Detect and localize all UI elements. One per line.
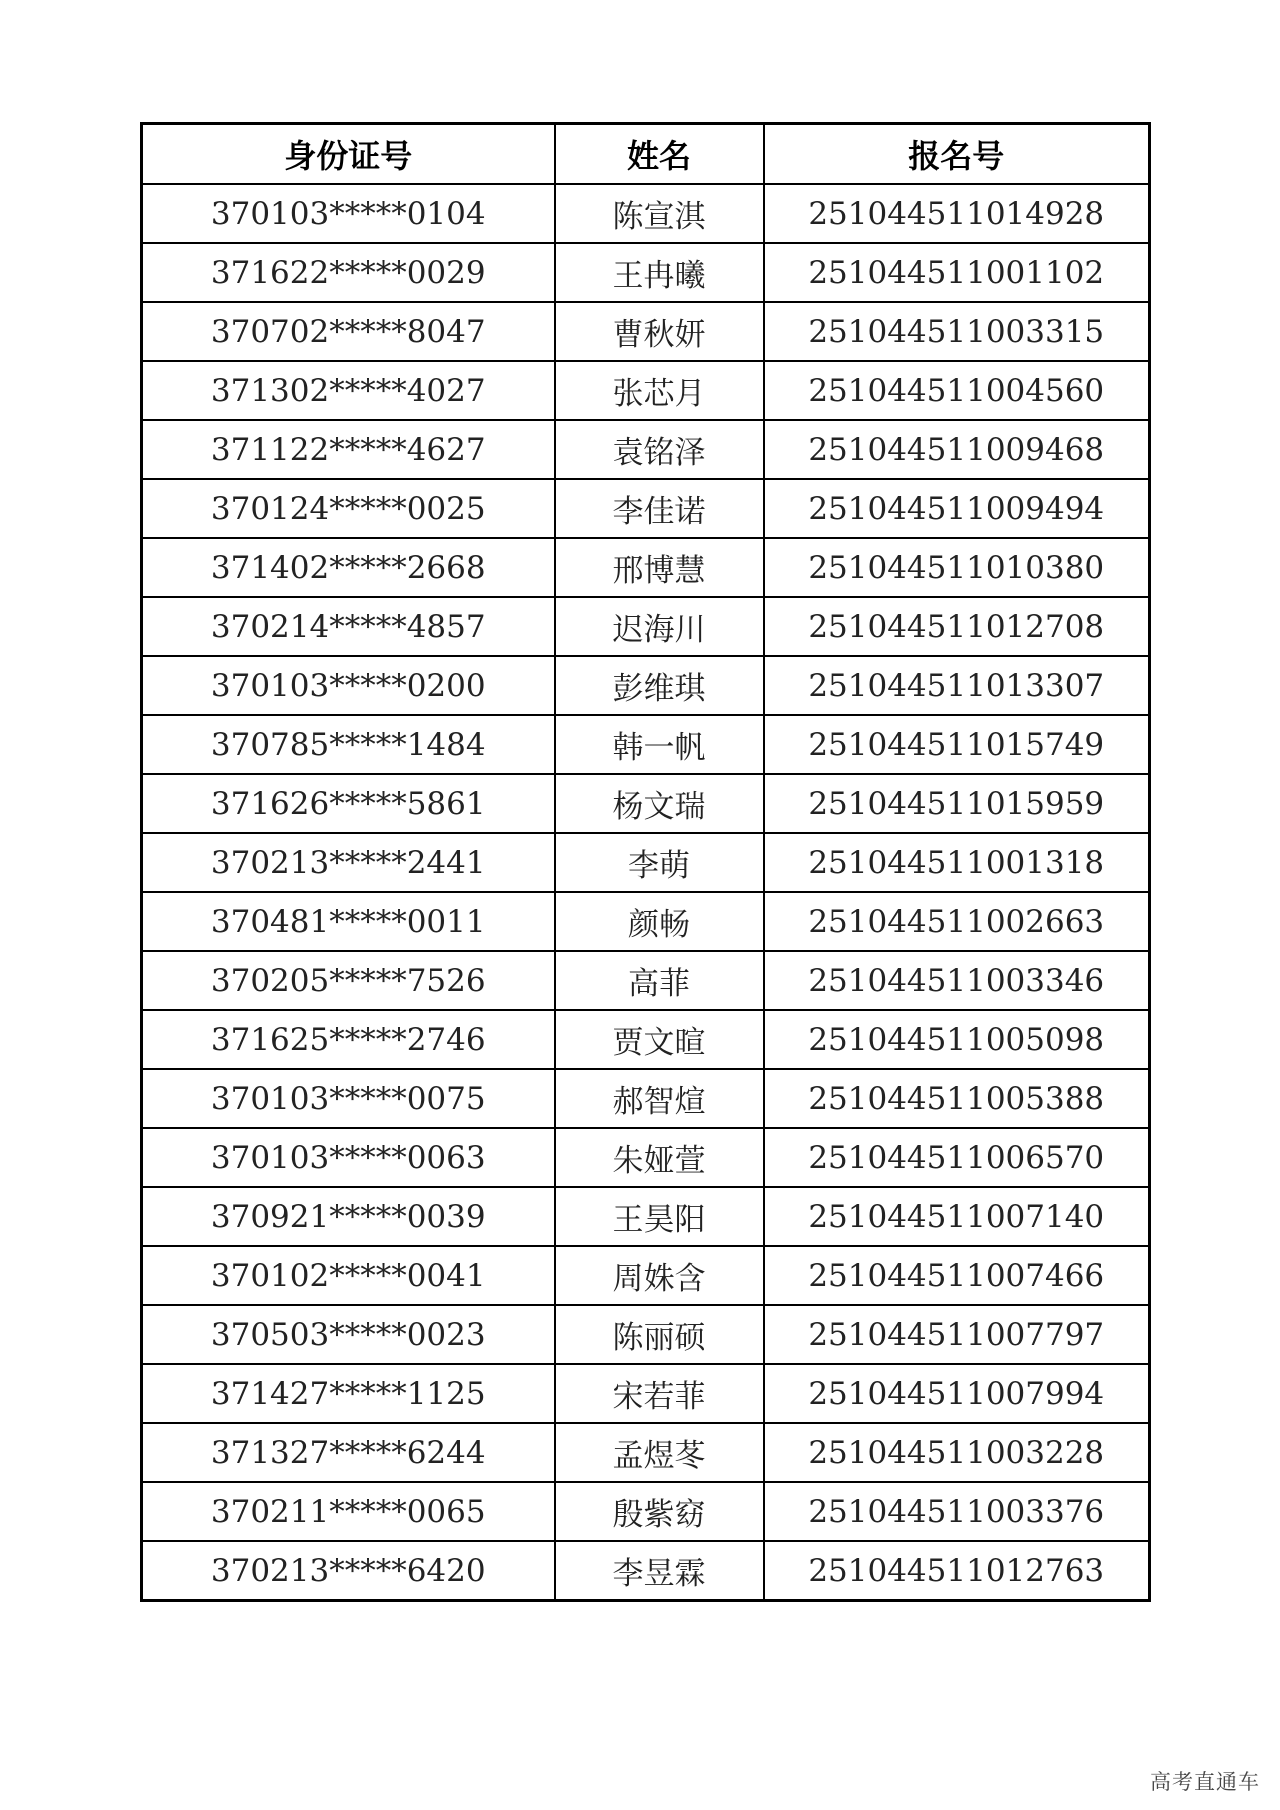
- registration-number-cell: 251044511007797: [764, 1305, 1150, 1364]
- registration-number-cell: 251044511001318: [764, 833, 1150, 892]
- table-row: [142, 951, 1150, 1010]
- name-cell: 张芯月: [555, 361, 764, 420]
- registration-number-cell: 251044511001102: [764, 243, 1150, 302]
- header-id-number: 身份证号: [142, 124, 555, 185]
- id-number-cell: 371427*****1125: [142, 1364, 555, 1423]
- name-cell: 宋若菲: [555, 1364, 764, 1423]
- table-row: [142, 1305, 1150, 1364]
- roster-table: [140, 122, 1151, 1602]
- id-number-cell: 370103*****0063: [142, 1128, 555, 1187]
- registration-number-cell: 251044511012708: [764, 597, 1150, 656]
- table-row: [142, 479, 1150, 538]
- id-number-cell: 370213*****2441: [142, 833, 555, 892]
- name-cell: 李昱霖: [555, 1541, 764, 1601]
- registration-number-cell: 251044511010380: [764, 538, 1150, 597]
- table-body: [142, 184, 1150, 1601]
- id-number-cell: 370102*****0041: [142, 1246, 555, 1305]
- id-number-cell: 371622*****0029: [142, 243, 555, 302]
- name-cell: 李佳诺: [555, 479, 764, 538]
- name-cell: 曹秋妍: [555, 302, 764, 361]
- registration-number-cell: 251044511006570: [764, 1128, 1150, 1187]
- table-row: [142, 1246, 1150, 1305]
- table-row: [142, 538, 1150, 597]
- header-name: 姓名: [555, 124, 764, 185]
- registration-number-cell: 251044511014928: [764, 184, 1150, 243]
- table-row: [142, 420, 1150, 479]
- name-cell: 朱娅萱: [555, 1128, 764, 1187]
- registration-number-cell: 251044511003228: [764, 1423, 1150, 1482]
- table-row: [142, 184, 1150, 243]
- registration-number-cell: 251044511015749: [764, 715, 1150, 774]
- id-number-cell: 371327*****6244: [142, 1423, 555, 1482]
- id-number-cell: 371402*****2668: [142, 538, 555, 597]
- table-row: [142, 1364, 1150, 1423]
- name-cell: 颜畅: [555, 892, 764, 951]
- id-number-cell: 371122*****4627: [142, 420, 555, 479]
- registration-number-cell: 251044511003346: [764, 951, 1150, 1010]
- id-number-cell: 370205*****7526: [142, 951, 555, 1010]
- name-cell: 孟煜苳: [555, 1423, 764, 1482]
- table-row: [142, 361, 1150, 420]
- name-cell: 王冉曦: [555, 243, 764, 302]
- name-cell: 彭维琪: [555, 656, 764, 715]
- table-row: [142, 833, 1150, 892]
- name-cell: 陈宣淇: [555, 184, 764, 243]
- registration-number-cell: 251044511015959: [764, 774, 1150, 833]
- id-number-cell: 370481*****0011: [142, 892, 555, 951]
- registration-number-cell: 251044511005098: [764, 1010, 1150, 1069]
- registration-number-cell: 251044511002663: [764, 892, 1150, 951]
- table-row: [142, 1541, 1150, 1601]
- registration-number-cell: 251044511003376: [764, 1482, 1150, 1541]
- table-row: [142, 1069, 1150, 1128]
- name-cell: 袁铭泽: [555, 420, 764, 479]
- name-cell: 邢博慧: [555, 538, 764, 597]
- registration-number-cell: 251044511003315: [764, 302, 1150, 361]
- name-cell: 杨文瑞: [555, 774, 764, 833]
- id-number-cell: 371302*****4027: [142, 361, 555, 420]
- id-number-cell: 370702*****8047: [142, 302, 555, 361]
- id-number-cell: 371626*****5861: [142, 774, 555, 833]
- table-row: [142, 892, 1150, 951]
- id-number-cell: 370921*****0039: [142, 1187, 555, 1246]
- name-cell: 郝智煊: [555, 1069, 764, 1128]
- table-row: [142, 715, 1150, 774]
- table-row: [142, 774, 1150, 833]
- name-cell: 迟海川: [555, 597, 764, 656]
- registration-number-cell: 251044511007994: [764, 1364, 1150, 1423]
- name-cell: 李萌: [555, 833, 764, 892]
- name-cell: 高菲: [555, 951, 764, 1010]
- registration-number-cell: 251044511007140: [764, 1187, 1150, 1246]
- id-number-cell: 370103*****0104: [142, 184, 555, 243]
- id-number-cell: 370103*****0200: [142, 656, 555, 715]
- watermark-text: 高考直通车: [1150, 1770, 1260, 1794]
- id-number-cell: 370103*****0075: [142, 1069, 555, 1128]
- name-cell: 陈丽硕: [555, 1305, 764, 1364]
- registration-number-cell: 251044511007466: [764, 1246, 1150, 1305]
- table-row: [142, 1128, 1150, 1187]
- table-row: [142, 1482, 1150, 1541]
- name-cell: 殷紫窈: [555, 1482, 764, 1541]
- name-cell: 周姝含: [555, 1246, 764, 1305]
- table-row: [142, 656, 1150, 715]
- table-row: [142, 1010, 1150, 1069]
- name-cell: 韩一帆: [555, 715, 764, 774]
- registration-number-cell: 251044511009468: [764, 420, 1150, 479]
- id-number-cell: 370214*****4857: [142, 597, 555, 656]
- id-number-cell: 370213*****6420: [142, 1541, 555, 1601]
- name-cell: 贾文暄: [555, 1010, 764, 1069]
- header-registration-number: 报名号: [764, 124, 1150, 185]
- name-cell: 王昊阳: [555, 1187, 764, 1246]
- id-number-cell: 371625*****2746: [142, 1010, 555, 1069]
- table-row: [142, 1187, 1150, 1246]
- id-number-cell: 370211*****0065: [142, 1482, 555, 1541]
- id-number-cell: 370785*****1484: [142, 715, 555, 774]
- registration-number-cell: 251044511009494: [764, 479, 1150, 538]
- table-header-row: [142, 124, 1150, 185]
- registration-number-cell: 251044511013307: [764, 656, 1150, 715]
- id-number-cell: 370503*****0023: [142, 1305, 555, 1364]
- table-row: [142, 243, 1150, 302]
- roster-table-container: [140, 122, 1148, 1602]
- registration-number-cell: 251044511005388: [764, 1069, 1150, 1128]
- table-row: [142, 597, 1150, 656]
- registration-number-cell: 251044511012763: [764, 1541, 1150, 1601]
- table-row: [142, 302, 1150, 361]
- registration-number-cell: 251044511004560: [764, 361, 1150, 420]
- table-row: [142, 1423, 1150, 1482]
- id-number-cell: 370124*****0025: [142, 479, 555, 538]
